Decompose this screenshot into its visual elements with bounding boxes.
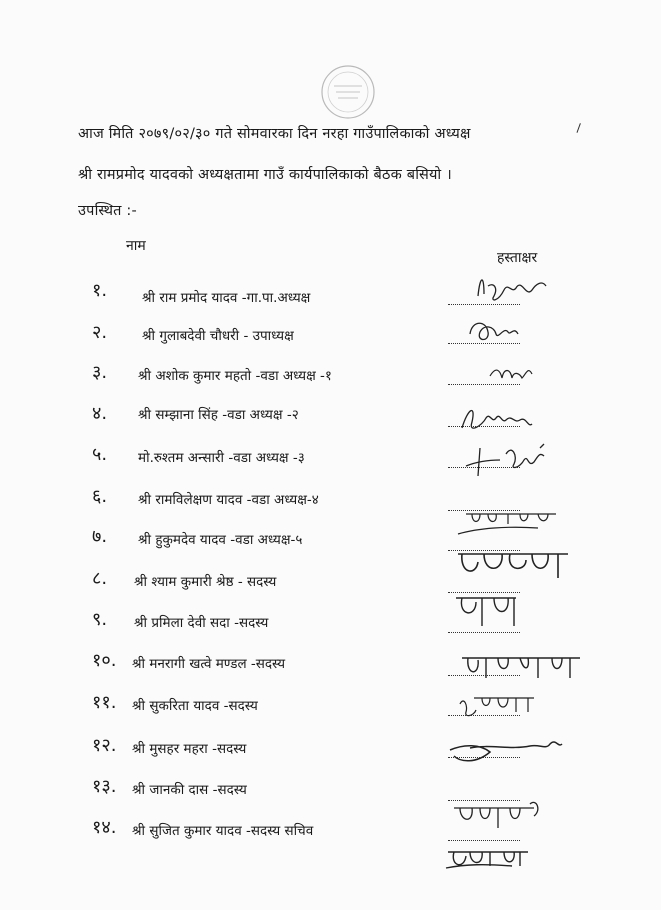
member-name: श्री सुजित कुमार यादव -सदस्य सचिव bbox=[132, 823, 314, 839]
member-number: ६. bbox=[92, 486, 108, 507]
column-header-signature: हस्ताक्षर bbox=[497, 250, 538, 266]
member-number: ९. bbox=[92, 609, 108, 630]
handwritten-signature bbox=[440, 492, 580, 536]
member-number: ११. bbox=[92, 692, 117, 713]
handwritten-signature bbox=[440, 392, 580, 436]
present-label: उपस्थित :- bbox=[78, 203, 137, 219]
column-header-name: नाम bbox=[126, 238, 146, 254]
office-seal-stamp bbox=[318, 62, 378, 122]
member-name: श्री अशोक कुमार महतो -वडा अध्यक्ष -१ bbox=[138, 368, 332, 384]
member-number: ८. bbox=[92, 568, 108, 589]
handwritten-signature bbox=[440, 684, 580, 728]
margin-mark bbox=[577, 123, 587, 135]
intro-line-1: आज मिति २०७९/०२/३० गते सोमवारका दिन नरहा गाउँपालिकाको अध्यक्ष bbox=[78, 126, 471, 142]
member-number: ५. bbox=[92, 444, 108, 465]
handwritten-signature bbox=[440, 642, 580, 686]
handwritten-signature bbox=[440, 830, 580, 874]
member-name: श्री मुसहर महरा -सदस्य bbox=[132, 741, 247, 757]
member-name: श्री रामविलेक्षण यादव -वडा अध्यक्ष-४ bbox=[138, 492, 319, 508]
member-number: १३. bbox=[92, 776, 117, 797]
member-name: श्री सुकरिता यादव -सदस्य bbox=[132, 698, 258, 714]
member-name: श्री प्रमिला देवी सदा -सदस्य bbox=[134, 615, 269, 631]
handwritten-signature bbox=[440, 590, 580, 634]
member-number: २. bbox=[92, 322, 108, 343]
member-name: श्री श्याम कुमारी श्रेष्ठ - सदस्य bbox=[134, 574, 277, 590]
handwritten-signature bbox=[440, 350, 580, 394]
handwritten-signature bbox=[440, 536, 580, 580]
handwritten-signature bbox=[440, 730, 580, 774]
member-name: मो.रुश्तम अन्सारी -वडा अध्यक्ष -३ bbox=[138, 450, 305, 466]
member-name: श्री राम प्रमोद यादव -गा.पा.अध्यक्ष bbox=[142, 290, 311, 306]
member-number: १. bbox=[92, 280, 108, 301]
intro-line-2: श्री रामप्रमोद यादवको अध्यक्षतामा गाउँ कार्यपालिकाको बैठक बसियो । bbox=[78, 167, 452, 183]
member-name: श्री हुकुमदेव यादव -वडा अध्यक्ष-५ bbox=[138, 532, 303, 548]
handwritten-signature bbox=[440, 434, 580, 478]
member-number: ७. bbox=[92, 526, 108, 547]
handwritten-signature bbox=[440, 266, 580, 310]
member-number: १२. bbox=[92, 735, 117, 756]
member-name: श्री मनरागी खत्वे मण्डल -सदस्य bbox=[132, 656, 286, 672]
member-number: ३. bbox=[92, 362, 108, 383]
member-name: श्री सम्झाना सिंह -वडा अध्यक्ष -२ bbox=[138, 407, 299, 423]
member-name: श्री जानकी दास -सदस्य bbox=[132, 782, 247, 798]
member-name: श्री गुलाबदेवी चौधरी - उपाध्यक्ष bbox=[142, 328, 294, 344]
member-number: १०. bbox=[92, 650, 117, 671]
member-number: ४. bbox=[92, 403, 108, 424]
member-number: १४. bbox=[92, 817, 117, 838]
handwritten-signature bbox=[440, 308, 580, 352]
